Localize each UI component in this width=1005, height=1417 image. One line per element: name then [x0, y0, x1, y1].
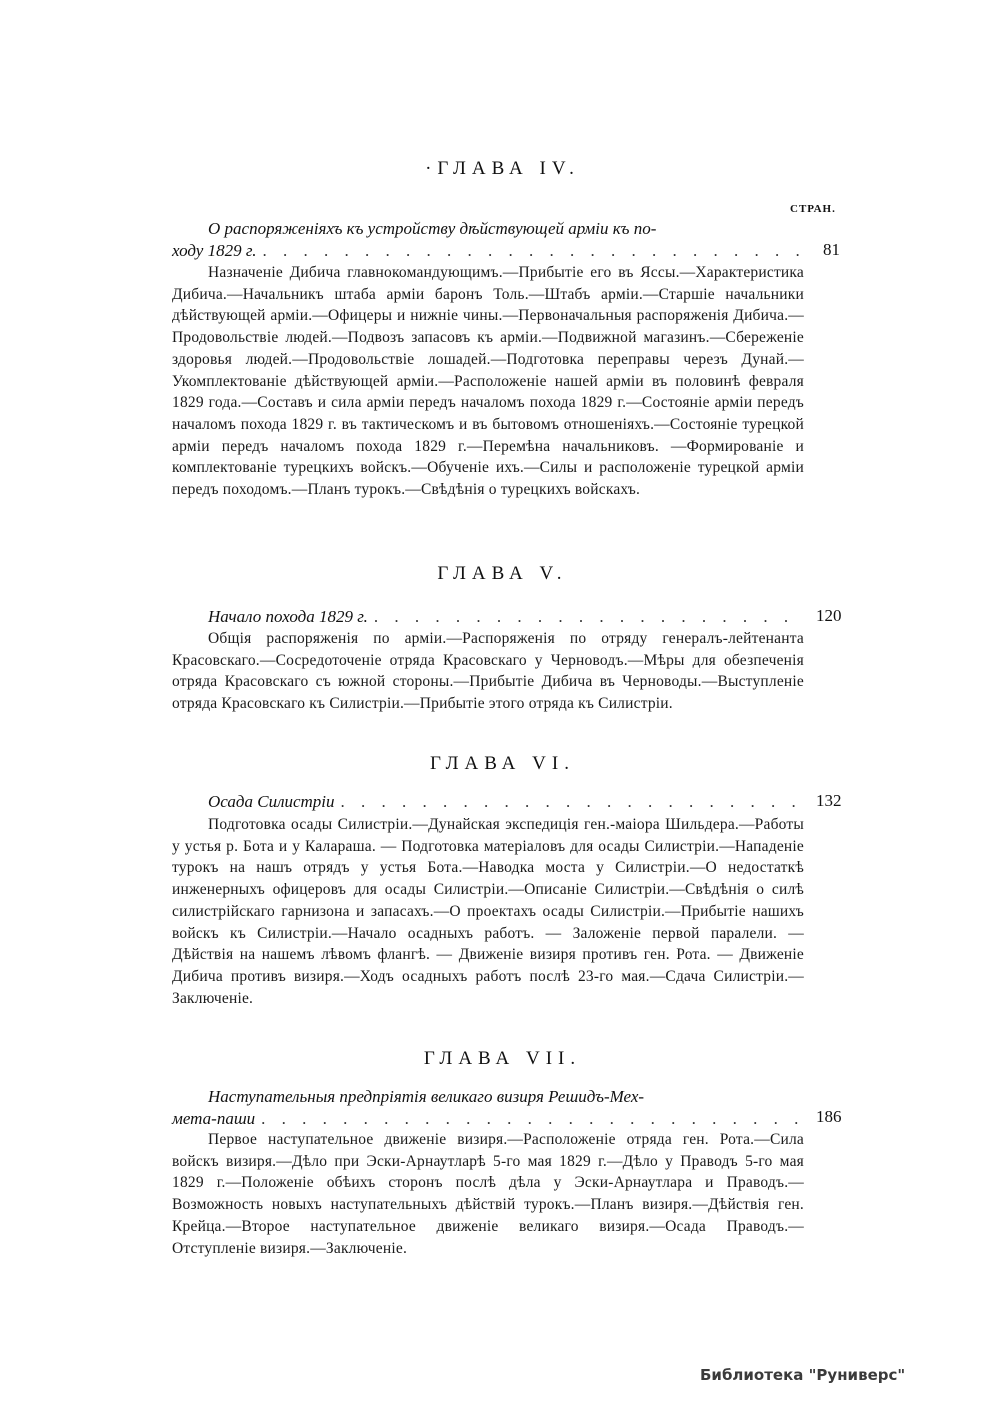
chapter-page-7: 186 [816, 1107, 842, 1126]
chapter-page-5: 120 [816, 606, 842, 625]
chapter-heading-7: ГЛАВА VII. [423, 1048, 582, 1069]
chapter-title-4 [172, 218, 804, 262]
dot-leader [374, 606, 804, 628]
chapter-summary-6: Подготовка осады Силистріи.—Дунайская экспедиція ген.-маіора Шильдера.—Работы у устья р. Бота и у Калараша. — Подготовка матеріаловъ для осады Силистріи.—Нападеніе турокъ на нашъ отрядъ у устья Бота.—Наводка моста у Силистріи.—О недостаткѣ инженерныхъ офицеровъ для осады Силистріи.—Описаніе Силистріи.—Свѣдѣнія о силѣ силистрійскаго гарнизона и запасахъ.—О проектахъ осады Силистріи.—Прибытіе нашихъ войскъ къ Силистріи.—Начало осадныхъ работъ. — Заложеніе первой паралели. — Дѣйствія на нашемъ лѣвомъ флангѣ. — Движеніе визиря противъ ген. Рота. — Движеніе Дибича противъ визиря.—Ходъ осадныхъ работъ послѣ 23-го мая.—Сдача Силистріи.—Заключеніе. [172, 816, 804, 1007]
chapter-title-5-line1: Начало похода 1829 г. [208, 607, 368, 626]
chapter-title-7-line2-row [172, 1108, 804, 1130]
dot-leader [341, 791, 804, 813]
chapter-title-4-line1: О распоряженіяхъ къ устройству дѣйствующей арміи къ по- [208, 219, 657, 238]
chapter-page-4: 81 [823, 240, 840, 259]
chapter-title-4-line2-row [172, 240, 804, 262]
dot-leader [262, 240, 804, 262]
dot-leader [261, 1108, 804, 1130]
chapter-page-6: 132 [816, 791, 842, 810]
chapter-summary-5: Общія распоряженія по арміи.—Распоряженія по отряду генералъ-лейтенанта Красовскаго.—Сосредоточеніе отряда Красовскаго у Черноводъ.—Мѣры для обезпеченія отряда Красовскаго съ южной стороны.—Прибытіе Дибича въ Черноводы.—Выступленіе отряда Красовскаго къ Силистріи.—Прибытіе этого отряда къ Силистріи. [172, 630, 804, 713]
chapter-heading-5: ГЛАВА V. [437, 563, 568, 584]
chapter-heading-4: ·ГЛАВА IV. [425, 158, 580, 179]
chapter-title-6 [172, 791, 804, 813]
chapter-summary-7: Первое наступательное движеніе визиря.—Расположеніе отряда ген. Рота.—Сила войскъ визиря.—Дѣло при Эски-Арнаутларѣ 5-го мая 1829 г.—Дѣло у Праводъ 5-го мая 1829 г.—Положеніе обѣихъ сторонъ послѣ дѣла у Эски-Арнаутлара и Праводъ.—Возможность новыхъ наступательныхъ дѣйствій турокъ.—Планъ визиря.—Дѣйствія ген. Крейца.—Второе наступательное движеніе великаго визиря.—Осада Праводъ.—Отступленіе визиря.—Заключеніе. [172, 1131, 804, 1257]
chapter-title-4-line2: ходу 1829 г. [172, 241, 257, 260]
chapter-title-7-line2: мета-паши [172, 1109, 256, 1128]
page-column-label: СТРАН. [790, 203, 836, 215]
chapter-title-5-row [172, 606, 804, 628]
library-watermark: Библиотека "Руниверс" [700, 1366, 906, 1384]
chapter-title-7 [172, 1086, 804, 1130]
chapter-title-7-line1: Наступательныя предпріятія великаго визиря Решидъ-Мех- [208, 1087, 645, 1106]
chapter-summary-4: Назначеніе Дибича главнокомандующимъ.—Прибытіе его въ Яссы.—Характеристика Дибича.—Начальникъ штаба арміи баронъ Толь.—Штабъ арміи.—Старшіе начальники дѣйствующей арміи.—Офицеры и нижніе чины.—Первоначальныя распоряженія Дибича.—Продовольствіе людей.—Подвозъ запасовъ къ арміи.—Подвижной магазинъ.—Сбереженіе здоровья людей.—Продовольствіе лошадей.—Подготовка переправы черезъ Дунай.—Укомплектованіе дѣйствующей арміи.—Расположеніе нашей арміи въ половинѣ февраля 1829 года.—Составъ и сила арміи передъ началомъ похода 1829 г.—Состояніе арміи передъ началомъ похода 1829 г. въ тактическомъ и въ бытовомъ отношеніяхъ.—Состояніе турецкой арміи передъ началомъ похода 1829 г.—Перемѣна начальниковъ. —Формированіе и комплектованіе турецкихъ войскъ.—Обученіе ихъ.—Силы и расположеніе турецкой арміи передъ походомъ.—Планъ турокъ.—Свѣдѣнія о турецкихъ войскахъ. [172, 264, 804, 499]
chapter-title-6-row [172, 791, 804, 813]
chapter-title-5 [172, 606, 804, 628]
chapter-heading-6: ГЛАВА VI. [430, 753, 575, 774]
chapter-title-6-line1: Осада Силистріи [208, 792, 335, 811]
